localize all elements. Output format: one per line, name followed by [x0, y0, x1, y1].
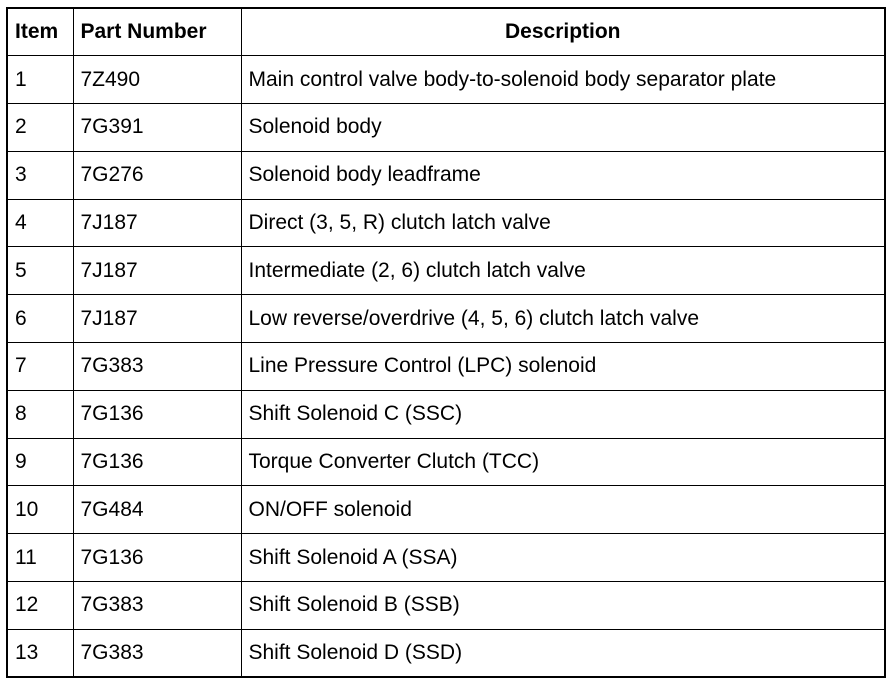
cell-description: Line Pressure Control (LPC) solenoid	[241, 343, 885, 391]
cell-item: 11	[7, 534, 73, 582]
cell-description: Direct (3, 5, R) clutch latch valve	[241, 199, 885, 247]
cell-item: 1	[7, 56, 73, 104]
table-row	[7, 247, 885, 295]
cell-part-number: 7G136	[73, 390, 241, 438]
cell-part-number: 7G484	[73, 486, 241, 534]
cell-item: 5	[7, 247, 73, 295]
cell-item: 6	[7, 295, 73, 343]
column-header-item: Item	[7, 8, 73, 56]
cell-description: Shift Solenoid D (SSD)	[241, 629, 885, 677]
cell-part-number: 7J187	[73, 247, 241, 295]
table-row	[7, 629, 885, 677]
table-row	[7, 104, 885, 152]
cell-part-number: 7G136	[73, 534, 241, 582]
cell-item: 3	[7, 151, 73, 199]
table-row	[7, 295, 885, 343]
column-header-description: Description	[241, 8, 885, 56]
cell-part-number: 7G276	[73, 151, 241, 199]
cell-description: Shift Solenoid C (SSC)	[241, 390, 885, 438]
cell-item: 7	[7, 343, 73, 391]
cell-item: 12	[7, 582, 73, 630]
table-row	[7, 56, 885, 104]
cell-description: Shift Solenoid B (SSB)	[241, 582, 885, 630]
cell-item: 10	[7, 486, 73, 534]
table-header-row	[7, 8, 885, 56]
cell-description: Intermediate (2, 6) clutch latch valve	[241, 247, 885, 295]
cell-description: Solenoid body	[241, 104, 885, 152]
table-row	[7, 199, 885, 247]
parts-table	[6, 7, 886, 678]
table-body	[7, 56, 885, 677]
table-row	[7, 582, 885, 630]
cell-item: 8	[7, 390, 73, 438]
cell-item: 4	[7, 199, 73, 247]
table-row	[7, 343, 885, 391]
cell-part-number: 7G383	[73, 582, 241, 630]
cell-part-number: 7G136	[73, 438, 241, 486]
cell-description: ON/OFF solenoid	[241, 486, 885, 534]
table-row	[7, 438, 885, 486]
cell-item: 13	[7, 629, 73, 677]
cell-description: Solenoid body leadframe	[241, 151, 885, 199]
cell-part-number: 7J187	[73, 295, 241, 343]
cell-part-number: 7Z490	[73, 56, 241, 104]
cell-part-number: 7G391	[73, 104, 241, 152]
cell-part-number: 7G383	[73, 629, 241, 677]
cell-item: 2	[7, 104, 73, 152]
column-header-part-number: Part Number	[73, 8, 241, 56]
cell-description: Main control valve body-to-solenoid body separator plate	[241, 56, 885, 104]
table-row	[7, 486, 885, 534]
parts-table-container	[6, 7, 886, 677]
cell-description: Shift Solenoid A (SSA)	[241, 534, 885, 582]
cell-part-number: 7G383	[73, 343, 241, 391]
cell-part-number: 7J187	[73, 199, 241, 247]
table-row	[7, 534, 885, 582]
cell-description: Torque Converter Clutch (TCC)	[241, 438, 885, 486]
table-row	[7, 151, 885, 199]
cell-description: Low reverse/overdrive (4, 5, 6) clutch latch valve	[241, 295, 885, 343]
table-row	[7, 390, 885, 438]
cell-item: 9	[7, 438, 73, 486]
